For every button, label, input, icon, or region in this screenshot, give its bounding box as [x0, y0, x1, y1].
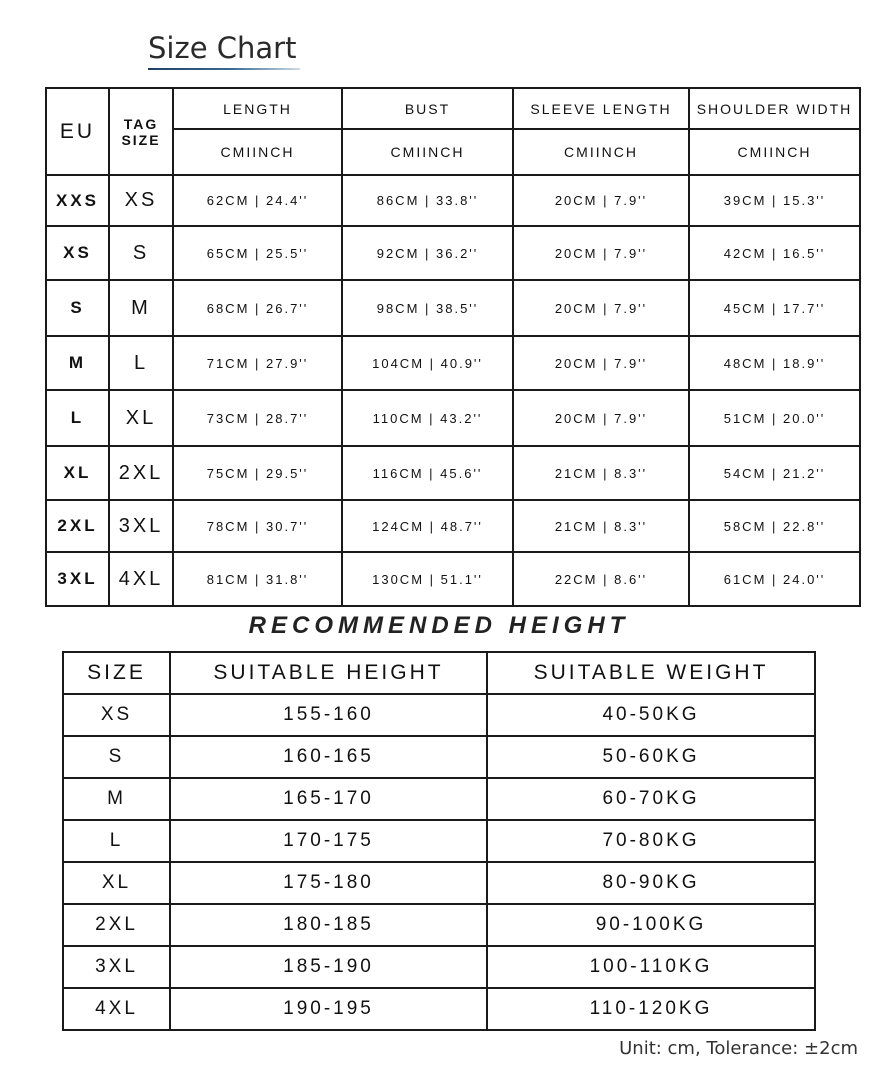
- unit-label: CMIINCH: [173, 129, 342, 175]
- tag-size-cell: L: [109, 336, 173, 390]
- title-underline: [148, 68, 300, 70]
- size-table-body: [46, 175, 860, 606]
- shoulder-width-cell: 58CM | 22.8'': [689, 500, 860, 552]
- shoulder-width-cell: 45CM | 17.7'': [689, 280, 860, 336]
- eu-size-cell: M: [46, 336, 109, 390]
- height-cell: 170-175: [170, 820, 487, 862]
- size-table: [45, 87, 861, 607]
- height-row: [63, 736, 815, 778]
- length-cell: 78CM | 30.7'': [173, 500, 342, 552]
- size-cell: M: [63, 778, 170, 820]
- size-row: [46, 226, 860, 280]
- weight-cell: 70-80KG: [487, 820, 815, 862]
- eu-size-cell: XL: [46, 446, 109, 500]
- sleeve-length-cell: 21CM | 8.3'': [513, 446, 689, 500]
- weight-cell: 90-100KG: [487, 904, 815, 946]
- tag-size-cell: 3XL: [109, 500, 173, 552]
- size-row: [46, 500, 860, 552]
- header-shoulder-width: SHOULDER WIDTH: [689, 88, 860, 129]
- height-cell: 180-185: [170, 904, 487, 946]
- size-cell: 2XL: [63, 904, 170, 946]
- sleeve-length-cell: 22CM | 8.6'': [513, 552, 689, 606]
- size-cell: 3XL: [63, 946, 170, 988]
- header-suitable-weight: SUITABLE WEIGHT: [487, 652, 815, 694]
- height-row: [63, 694, 815, 736]
- eu-size-cell: 3XL: [46, 552, 109, 606]
- shoulder-width-cell: 39CM | 15.3'': [689, 175, 860, 226]
- length-cell: 62CM | 24.4'': [173, 175, 342, 226]
- eu-size-cell: L: [46, 390, 109, 446]
- sleeve-length-cell: 21CM | 8.3'': [513, 500, 689, 552]
- eu-size-cell: 2XL: [46, 500, 109, 552]
- length-cell: 81CM | 31.8'': [173, 552, 342, 606]
- bust-cell: 92CM | 36.2'': [342, 226, 513, 280]
- unit-label: CMIINCH: [513, 129, 689, 175]
- size-row: [46, 336, 860, 390]
- shoulder-width-cell: 48CM | 18.9'': [689, 336, 860, 390]
- bust-cell: 98CM | 38.5'': [342, 280, 513, 336]
- sleeve-length-cell: 20CM | 7.9'': [513, 390, 689, 446]
- height-row: [63, 778, 815, 820]
- shoulder-width-cell: 54CM | 21.2'': [689, 446, 860, 500]
- size-cell: XS: [63, 694, 170, 736]
- tag-size-cell: 2XL: [109, 446, 173, 500]
- height-cell: 165-170: [170, 778, 487, 820]
- tag-size-cell: XL: [109, 390, 173, 446]
- page-title: Size Chart: [148, 31, 297, 65]
- sleeve-length-cell: 20CM | 7.9'': [513, 226, 689, 280]
- height-row: [63, 988, 815, 1030]
- tag-size-cell: S: [109, 226, 173, 280]
- sleeve-length-cell: 20CM | 7.9'': [513, 280, 689, 336]
- size-row: [46, 390, 860, 446]
- size-chart-heading: [148, 28, 300, 72]
- header-tag-line2: SIZE: [121, 131, 161, 148]
- weight-cell: 80-90KG: [487, 862, 815, 904]
- size-row: [46, 280, 860, 336]
- bust-cell: 86CM | 33.8'': [342, 175, 513, 226]
- length-cell: 71CM | 27.9'': [173, 336, 342, 390]
- length-cell: 73CM | 28.7'': [173, 390, 342, 446]
- eu-size-cell: XS: [46, 226, 109, 280]
- header-eu: EU: [46, 88, 109, 175]
- shoulder-width-cell: 61CM | 24.0'': [689, 552, 860, 606]
- weight-cell: 100-110KG: [487, 946, 815, 988]
- height-cell: 155-160: [170, 694, 487, 736]
- height-row: [63, 820, 815, 862]
- height-row: [63, 862, 815, 904]
- header-size: SIZE: [63, 652, 170, 694]
- header-suitable-height: SUITABLE HEIGHT: [170, 652, 487, 694]
- header-tag-line1: TAG: [123, 115, 159, 132]
- height-table-body: [63, 694, 815, 1030]
- length-cell: 65CM | 25.5'': [173, 226, 342, 280]
- eu-size-cell: S: [46, 280, 109, 336]
- eu-size-cell: XXS: [46, 175, 109, 226]
- tag-size-cell: M: [109, 280, 173, 336]
- length-cell: 75CM | 29.5'': [173, 446, 342, 500]
- size-table-header-row: [46, 88, 860, 129]
- weight-cell: 50-60KG: [487, 736, 815, 778]
- size-cell: S: [63, 736, 170, 778]
- unit-tolerance-note: Unit: cm, Tolerance: ±2cm: [619, 1038, 858, 1059]
- size-row: [46, 446, 860, 500]
- height-cell: 190-195: [170, 988, 487, 1030]
- bust-cell: 110CM | 43.2'': [342, 390, 513, 446]
- unit-label: CMIINCH: [342, 129, 513, 175]
- tag-size-cell: 4XL: [109, 552, 173, 606]
- header-sleeve-length: SLEEVE LENGTH: [513, 88, 689, 129]
- header-tag-size: [109, 88, 173, 175]
- size-row: [46, 552, 860, 606]
- bust-cell: 124CM | 48.7'': [342, 500, 513, 552]
- size-cell: XL: [63, 862, 170, 904]
- sleeve-length-cell: 20CM | 7.9'': [513, 336, 689, 390]
- size-row: [46, 175, 860, 226]
- unit-label: CMIINCH: [689, 129, 860, 175]
- header-bust: BUST: [342, 88, 513, 129]
- shoulder-width-cell: 42CM | 16.5'': [689, 226, 860, 280]
- header-length: LENGTH: [173, 88, 342, 129]
- bust-cell: 116CM | 45.6'': [342, 446, 513, 500]
- bust-cell: 130CM | 51.1'': [342, 552, 513, 606]
- height-table-header-row: [63, 652, 815, 694]
- size-cell: L: [63, 820, 170, 862]
- weight-cell: 110-120KG: [487, 988, 815, 1030]
- size-cell: 4XL: [63, 988, 170, 1030]
- height-row: [63, 946, 815, 988]
- weight-cell: 40-50KG: [487, 694, 815, 736]
- height-cell: 185-190: [170, 946, 487, 988]
- height-row: [63, 904, 815, 946]
- bust-cell: 104CM | 40.9'': [342, 336, 513, 390]
- length-cell: 68CM | 26.7'': [173, 280, 342, 336]
- sleeve-length-cell: 20CM | 7.9'': [513, 175, 689, 226]
- tag-size-cell: XS: [109, 175, 173, 226]
- height-cell: 175-180: [170, 862, 487, 904]
- height-table: [62, 651, 816, 1031]
- height-cell: 160-165: [170, 736, 487, 778]
- shoulder-width-cell: 51CM | 20.0'': [689, 390, 860, 446]
- weight-cell: 60-70KG: [487, 778, 815, 820]
- recommended-height-title: RECOMMENDED HEIGHT: [248, 612, 630, 639]
